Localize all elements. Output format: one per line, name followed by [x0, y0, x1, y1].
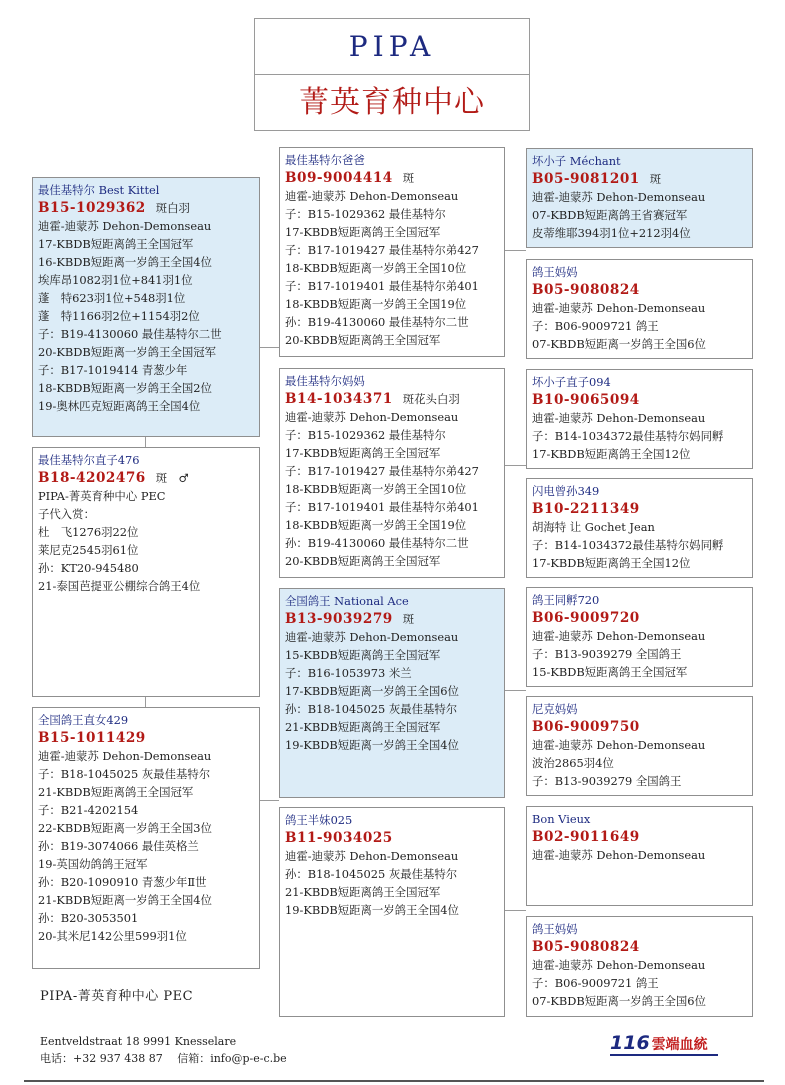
- pedigree-line: 15-KBDB短距离鸽王全国冠军: [285, 648, 441, 662]
- ring-number: B05-9080824: [532, 939, 640, 955]
- pedigree-line: 迪霍-迪蒙苏 Dehon-Demonseau: [285, 410, 459, 424]
- pedigree-line: 埃库昂1082羽1位+841羽1位: [38, 273, 193, 287]
- pedigree-line: 21-KBDB短距离鸽王全国冠军: [38, 785, 194, 799]
- pedigree-line: 皮蒂维耶394羽1位+212羽4位: [532, 226, 691, 240]
- ring-number: B10-9065094: [532, 392, 640, 408]
- ring-number-row: [285, 169, 499, 187]
- pedigree-box-sire-dam: [279, 368, 505, 578]
- pedigree-line: 波治2865羽4位: [532, 756, 614, 770]
- pedigree-line: 17-KBDB短距离鸽王全国12位: [532, 556, 691, 570]
- pedigree-line: 17-KBDB短距离鸽王全国冠军: [285, 446, 441, 460]
- pigeon-name: 最佳基特尔 Best Kittel: [38, 183, 160, 197]
- pedigree-box-sss: [526, 148, 753, 248]
- pedigree-line: 17-KBDB短距离一岁鸽王全国6位: [285, 684, 459, 698]
- pigeon-name: 闪电曾孙349: [532, 484, 600, 498]
- connector: [145, 437, 146, 447]
- pedigree-line: 子：B13-9039279 全国鸽王: [532, 647, 682, 661]
- pedigree-box-ddd: [526, 916, 753, 1017]
- pedigree-line: 20-其米尼142公里599羽1位: [38, 929, 187, 943]
- pedigree-line: 子：B06-9009721 鸽王: [532, 976, 659, 990]
- connector: [504, 250, 526, 251]
- ring-number-row: [285, 610, 499, 628]
- header-box: [254, 18, 530, 131]
- pedigree-line: 迪霍-迪蒙苏 Dehon-Demonseau: [532, 958, 706, 972]
- pedigree-line: 子：B17-1019401 最佳基特尔弟401: [285, 279, 479, 293]
- ring-number-row: [532, 938, 747, 956]
- logo-number: 116: [610, 1032, 650, 1054]
- pedigree-line: 子代入赏：: [38, 507, 95, 521]
- pedigree-line: 子：B15-1029362 最佳基特尔: [285, 207, 446, 221]
- ring-number-row: [285, 390, 499, 408]
- ring-number-row: [532, 609, 747, 627]
- pedigree-line: 子：B18-1045025 灰最佳基特尔: [38, 767, 211, 781]
- pedigree-box-dsd: [526, 696, 753, 796]
- pedigree-line: 迪霍-迪蒙苏 Dehon-Demonseau: [285, 630, 459, 644]
- pedigree-line: 迪霍-迪蒙苏 Dehon-Demonseau: [532, 301, 706, 315]
- bottom-divider: [24, 1080, 764, 1082]
- ring-number-row: [38, 199, 254, 217]
- pedigree-line: 迪霍-迪蒙苏 Dehon-Demonseau: [532, 411, 706, 425]
- pedigree-line: 迪霍-迪蒙苏 Dehon-Demonseau: [38, 219, 212, 233]
- ring-number-row: [285, 829, 499, 847]
- connector: [504, 910, 526, 911]
- pedigree-line: 孙：B19-4130060 最佳基特尔二世: [285, 536, 469, 550]
- pedigree-line: 15-KBDB短距离鸽王全国冠军: [532, 665, 688, 679]
- pedigree-line: 21-泰国芭提亚公棚综合鸽王4位: [38, 579, 201, 593]
- pedigree-line: 杜 飞1276羽22位: [38, 525, 139, 539]
- pedigree-line: 子：B17-1019427 最佳基特尔弟427: [285, 464, 479, 478]
- pedigree-line: 孙：B20-1090910 青葱少年Ⅱ世: [38, 875, 207, 889]
- pedigree-line: 迪霍-迪蒙苏 Dehon-Demonseau: [532, 738, 706, 752]
- pedigree-line: 19-奥林匹克短距离鸽王全国4位: [38, 399, 201, 413]
- ring-number-row: [38, 469, 254, 487]
- ring-number-row: [38, 729, 254, 747]
- feather-color: 斑: [649, 172, 662, 186]
- ring-number: B05-9080824: [532, 282, 640, 298]
- pedigree-box-sire: [32, 177, 260, 437]
- feather-color: 斑: [402, 612, 415, 626]
- pedigree-line: 18-KBDB短距离一岁鸽王全国10位: [285, 261, 467, 275]
- pedigree-line: 胡海特 让 Gochet Jean: [532, 520, 655, 534]
- pedigree-line: 迪霍-迪蒙苏 Dehon-Demonseau: [285, 849, 459, 863]
- pedigree-line: 迪霍-迪蒙苏 Dehon-Demonseau: [532, 190, 706, 204]
- pedigree-line: 21-KBDB短距离鸽王全国冠军: [285, 720, 441, 734]
- pedigree-line: 孙：B18-1045025 灰最佳基特尔: [285, 867, 458, 881]
- ring-number: B06-9009750: [532, 719, 640, 735]
- pigeon-name: 坏小子直子094: [532, 375, 611, 389]
- pedigree-box-dam: [32, 707, 260, 969]
- pedigree-box-sire-sire: [279, 147, 505, 357]
- pigeon-name: 鸽王妈妈: [532, 922, 578, 936]
- pigeon-name: 全国鸽王 National Ace: [285, 594, 409, 608]
- pedigree-box-dam-sire: [279, 588, 505, 798]
- connector: [145, 697, 146, 707]
- footer-address-block: [40, 1033, 287, 1067]
- ring-number: B02-9011649: [532, 829, 640, 845]
- ring-number-row: [532, 500, 747, 518]
- ring-number: B13-9039279: [285, 611, 393, 627]
- pedigree-line: 蓬 特1166羽2位+1154羽2位: [38, 309, 200, 323]
- feather-color: 斑: [402, 171, 415, 185]
- pedigree-line: 迪霍-迪蒙苏 Dehon-Demonseau: [38, 749, 212, 763]
- pedigree-line: 子：B13-9039279 全国鸽王: [532, 774, 682, 788]
- logo-underline: [610, 1054, 718, 1056]
- feather-color: 斑 ♂: [155, 471, 189, 485]
- pigeon-name: 尼克妈妈: [532, 702, 578, 716]
- feather-color: 斑白羽: [155, 201, 190, 215]
- connector: [259, 347, 279, 348]
- pedigree-line: 18-KBDB短距离一岁鸽王全国19位: [285, 297, 467, 311]
- pedigree-line: 子：B17-1019414 青葱少年: [38, 363, 188, 377]
- header-subtitle: 菁英育种中心: [299, 85, 485, 120]
- footer-contact: 电话：+32 937 438 87 信箱：info@p-e-c.be: [40, 1052, 287, 1065]
- pedigree-line: 子：B21-4202154: [38, 803, 139, 817]
- pedigree-line: 17-KBDB短距离鸽王全国12位: [532, 447, 691, 461]
- pedigree-line: 子：B16-1053973 米兰: [285, 666, 412, 680]
- ring-number: B09-9004414: [285, 170, 393, 186]
- pigeon-name: 最佳基特尔妈妈: [285, 374, 365, 388]
- pedigree-line: 莱尼克2545羽61位: [38, 543, 139, 557]
- pedigree-line: 子：B17-1019401 最佳基特尔弟401: [285, 500, 479, 514]
- ring-number-row: [532, 718, 747, 736]
- pigeon-name: 坏小子 Méchant: [532, 154, 621, 168]
- pigeon-name: Bon Vieux: [532, 812, 591, 826]
- ring-number: B15-1029362: [38, 200, 146, 216]
- pedigree-line: 子：B14-1034372最佳基特尔妈同孵: [532, 538, 724, 552]
- pedigree-line: 21-KBDB短距离鸽王全国冠军: [285, 885, 441, 899]
- pedigree-line: 孙：B20-3053501: [38, 911, 139, 925]
- ring-number: B14-1034371: [285, 391, 393, 407]
- ring-number-row: [532, 828, 747, 846]
- pigeon-name: 最佳基特尔直子476: [38, 453, 140, 467]
- ring-number: B05-9081201: [532, 171, 640, 187]
- pedigree-line: PIPA-菁英育种中心 PEC: [38, 489, 166, 503]
- pedigree-line: 子：B15-1029362 最佳基特尔: [285, 428, 446, 442]
- footer-org: PIPA-菁英育种中心 PEC: [40, 989, 194, 1004]
- ring-number-row: [532, 170, 747, 188]
- ring-number: B06-9009720: [532, 610, 640, 626]
- ring-number: B10-2211349: [532, 501, 640, 517]
- pedigree-line: 21-KBDB短距离一岁鸽王全国4位: [38, 893, 212, 907]
- pedigree-box-sds: [526, 369, 753, 469]
- brand-logo: [610, 1032, 720, 1056]
- pedigree-box-sdd: [526, 478, 753, 578]
- pedigree-line: 蓬 特623羽1位+548羽1位: [38, 291, 186, 305]
- pedigree-line: 16-KBDB短距离一岁鸽王全国4位: [38, 255, 212, 269]
- pedigree-line: 17-KBDB短距离鸽王全国冠军: [38, 237, 194, 251]
- logo-text: 雲端血統: [651, 1037, 708, 1053]
- pedigree-line: 孙：B18-1045025 灰最佳基特尔: [285, 702, 458, 716]
- pedigree-box-ssd: [526, 259, 753, 359]
- pedigree-line: 迪霍-迪蒙苏 Dehon-Demonseau: [532, 629, 706, 643]
- pedigree-line: 迪霍-迪蒙苏 Dehon-Demonseau: [285, 189, 459, 203]
- pedigree-line: 19-KBDB短距离一岁鸽王全国4位: [285, 738, 459, 752]
- footer-address: Eentveldstraat 18 9991 Knesselare: [40, 1035, 237, 1048]
- ring-number: B11-9034025: [285, 830, 393, 846]
- connector: [504, 465, 526, 466]
- pedigree-line: 07-KBDB短距离鸽王省赛冠军: [532, 208, 688, 222]
- pedigree-line: 孙：KT20-945480: [38, 561, 139, 575]
- ring-number-row: [532, 391, 747, 409]
- ring-number: B15-1011429: [38, 730, 146, 746]
- pedigree-box-subject: [32, 447, 260, 697]
- pedigree-line: 20-KBDB短距离一岁鸽王全国冠军: [38, 345, 217, 359]
- pigeon-name: 最佳基特尔爸爸: [285, 153, 365, 167]
- pedigree-box-dam-dam: [279, 807, 505, 1017]
- pedigree-box-dds: [526, 806, 753, 906]
- header-title: PIPA: [255, 19, 529, 75]
- pedigree-line: 孙：B19-3074066 最佳英格兰: [38, 839, 199, 853]
- ring-number-row: [532, 281, 747, 299]
- ring-number: B18-4202476: [38, 470, 146, 486]
- connector: [259, 800, 279, 801]
- pedigree-box-dss: [526, 587, 753, 687]
- pigeon-name: 鸽王妈妈: [532, 265, 578, 279]
- pedigree-line: 18-KBDB短距离一岁鸽王全国19位: [285, 518, 467, 532]
- pedigree-line: 迪霍-迪蒙苏 Dehon-Demonseau: [532, 848, 706, 862]
- pedigree-line: 20-KBDB短距离鸽王全国冠军: [285, 333, 441, 347]
- pigeon-name: 鸽王同孵720: [532, 593, 600, 607]
- pedigree-line: 子：B17-1019427 最佳基特尔弟427: [285, 243, 479, 257]
- pedigree-line: 子：B14-1034372最佳基特尔妈同孵: [532, 429, 724, 443]
- feather-color: 斑花头白羽: [402, 392, 460, 406]
- pedigree-line: 孙：B19-4130060 最佳基特尔二世: [285, 315, 469, 329]
- pedigree-line: 18-KBDB短距离一岁鸽王全国2位: [38, 381, 212, 395]
- pedigree-line: 19-英国幼鸽鸽王冠军: [38, 857, 148, 871]
- pedigree-line: 子：B19-4130060 最佳基特尔二世: [38, 327, 222, 341]
- connector: [504, 690, 526, 691]
- pigeon-name: 全国鸽王直女429: [38, 713, 129, 727]
- pedigree-line: 22-KBDB短距离一岁鸽王全国3位: [38, 821, 212, 835]
- pedigree-line: 07-KBDB短距离一岁鸽王全国6位: [532, 994, 706, 1008]
- pedigree-line: 20-KBDB短距离鸽王全国冠军: [285, 554, 441, 568]
- pedigree-line: 17-KBDB短距离鸽王全国冠军: [285, 225, 441, 239]
- pedigree-line: 19-KBDB短距离一岁鸽王全国4位: [285, 903, 459, 917]
- pedigree-line: 07-KBDB短距离一岁鸽王全国6位: [532, 337, 706, 351]
- pedigree-line: 子：B06-9009721 鸽王: [532, 319, 659, 333]
- pedigree-line: 18-KBDB短距离一岁鸽王全国10位: [285, 482, 467, 496]
- pigeon-name: 鸽王半妹025: [285, 813, 353, 827]
